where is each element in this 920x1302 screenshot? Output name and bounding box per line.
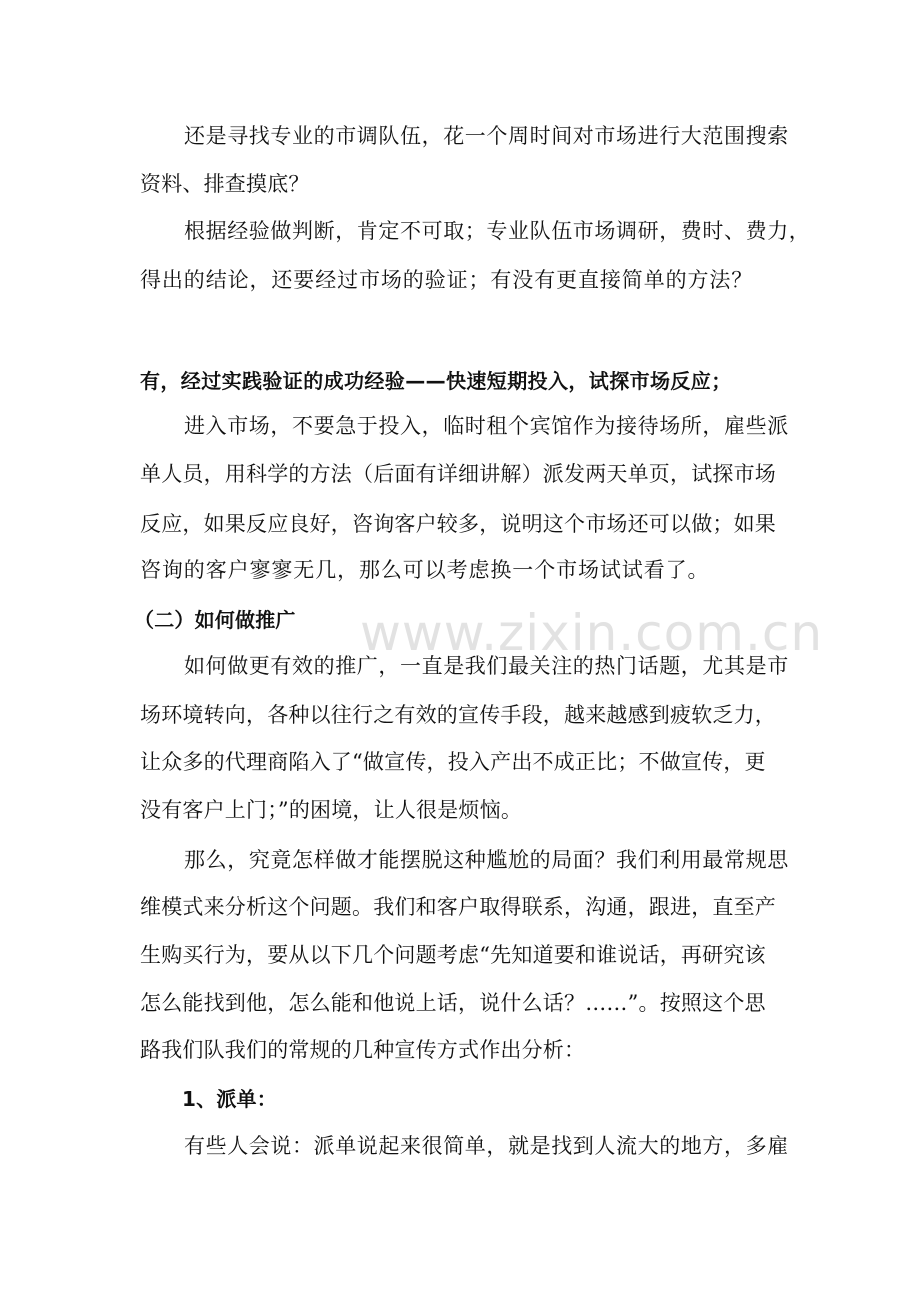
watermark-text: www.zixin.com.cn	[360, 604, 824, 662]
paragraph-line: 场环境转向，各种以往行之有效的宣传手段，越来越感到疲软乏力，	[140, 703, 776, 727]
paragraph-line: 根据经验做判断，肯定不可取；专业队伍市场调研，费时、费力，	[184, 219, 811, 243]
paragraph-line: 怎么能找到他，怎么能和他说上话，说什么话？……”。按照这个思	[140, 991, 766, 1015]
paragraph-line: 进入市场，不要急于投入，临时租个宾馆作为接待场所，雇些派	[184, 414, 789, 438]
list-heading: 1、派单：	[182, 1087, 277, 1111]
paragraph-line: 生购买行为，要从以下几个问题考虑“先知道要和谁说话，再研究该	[140, 943, 766, 967]
paragraph-line: 单人员，用科学的方法（后面有详细讲解）派发两天单页，试探市场	[140, 462, 776, 486]
paragraph-line: 那么，究竟怎样做才能摆脱这种尴尬的局面？我们利用最常规思	[184, 848, 789, 872]
paragraph-line: 路我们队我们的常规的几种宣传方式作出分析：	[140, 1038, 586, 1062]
paragraph-line: 维模式来分析这个问题。我们和客户取得联系，沟通，跟进，直至产	[140, 895, 776, 919]
paragraph-line: 让众多的代理商陷入了“做宣传，投入产出不成正比；不做宣传，更	[140, 750, 766, 774]
subsection-heading: （二）如何做推广	[134, 608, 296, 632]
paragraph-line: 咨询的客户寥寥无几，那么可以考虑换一个市场试试看了。	[140, 558, 710, 582]
paragraph-line: 得出的结论，还要经过市场的验证；有没有更直接简单的方法？	[140, 268, 754, 292]
paragraph-line: 反应，如果反应良好，咨询客户较多，说明这个市场还可以做；如果	[140, 512, 776, 536]
paragraph-line: 资料、排查摸底？	[140, 172, 310, 196]
paragraph-line: 没有客户上门；”的困境，让人很是烦恼。	[140, 798, 523, 822]
section-heading: 有，经过实践验证的成功经验——快速短期投入，试探市场反应；	[140, 369, 732, 393]
paragraph-line: 还是寻找专业的市调队伍，花一个周时间对市场进行大范围搜索	[184, 124, 789, 148]
paragraph-line: 有些人会说：派单说起来很简单，就是找到人流大的地方，多雇	[184, 1134, 789, 1158]
paragraph-line: 如何做更有效的推广，一直是我们最关注的热门话题，尤其是市	[184, 654, 789, 678]
